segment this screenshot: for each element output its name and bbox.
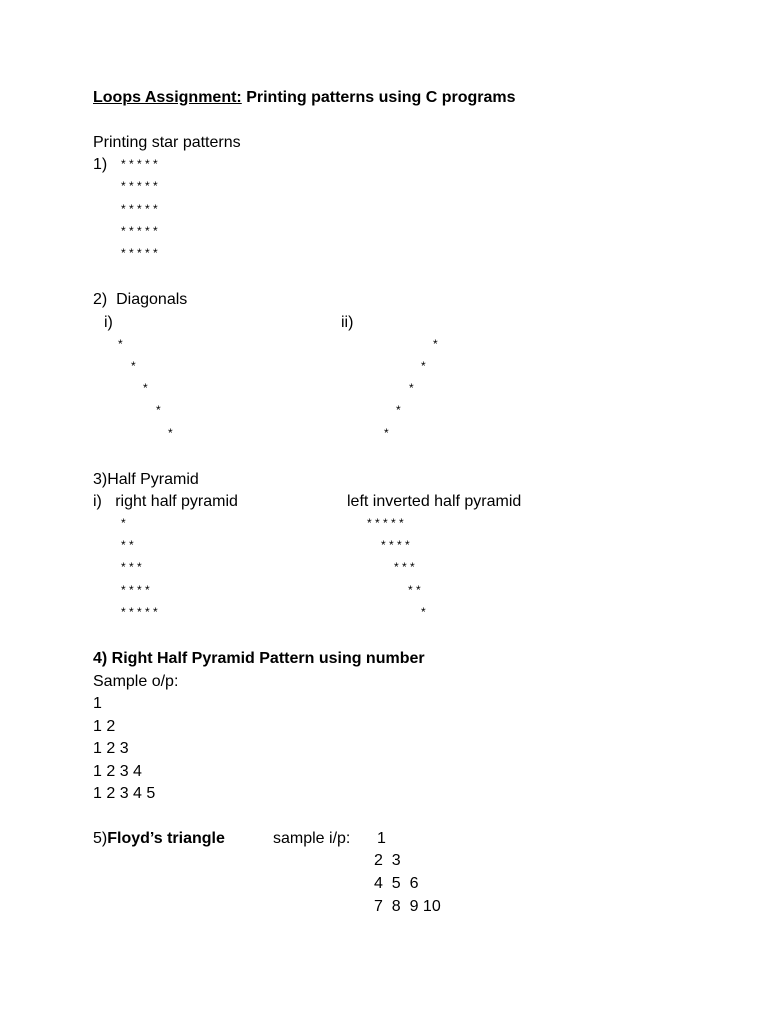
floyd-row-4: 7 8 9 10 <box>374 898 441 915</box>
right-pyramid-row-3: * * * <box>121 560 142 574</box>
left-pyramid-row-2: * * * * <box>381 538 410 552</box>
diagonal-i-star-5: * <box>168 426 173 440</box>
left-pyramid-row-5: * <box>421 605 426 619</box>
title-rest: Printing patterns using C programs <box>241 89 516 106</box>
section4-heading: 4) Right Half Pyramid Pattern using number <box>93 650 425 667</box>
diagonal-ii-star-4: * <box>396 403 401 417</box>
floyd-row-1: 1 <box>377 830 386 847</box>
section4-sample-label: Sample o/p: <box>93 673 179 690</box>
floyd-row-2: 2 3 <box>374 852 401 869</box>
diagonal-ii-star-2: * <box>421 359 426 373</box>
diagonal-i-star-2: * <box>131 359 136 373</box>
square-row-3: * * * * * <box>121 202 158 216</box>
section1-heading: Printing star patterns <box>93 134 241 151</box>
diagonal-ii-star-1: * <box>433 337 438 351</box>
section5-prefix: 5) <box>93 830 108 847</box>
right-pyramid-row-2: * * <box>121 538 134 552</box>
right-half-pyramid-label: i) right half pyramid <box>93 493 238 510</box>
left-pyramid-row-3: * * * <box>394 560 415 574</box>
section5-heading <box>93 829 225 849</box>
number-row-1: 1 <box>93 695 102 712</box>
number-row-4: 1 2 3 4 <box>93 763 142 780</box>
number-row-2: 1 2 <box>93 718 116 735</box>
section1-number: 1) <box>93 156 108 173</box>
right-pyramid-row-5: * * * * * <box>121 605 158 619</box>
diagonal-ii-label: ii) <box>341 314 354 331</box>
diagonal-ii-star-3: * <box>409 381 414 395</box>
diagonal-i-star-4: * <box>156 403 161 417</box>
section2-heading: 2) Diagonals <box>93 291 188 308</box>
diagonal-ii-star-5: * <box>384 426 389 440</box>
diagonal-i-star-3: * <box>143 381 148 395</box>
right-pyramid-row-1: * <box>121 516 126 530</box>
section3-heading: 3)Half Pyramid <box>93 471 199 488</box>
left-pyramid-row-4: * * <box>408 583 421 597</box>
number-row-5: 1 2 3 4 5 <box>93 785 156 802</box>
right-pyramid-row-4: * * * * <box>121 583 150 597</box>
diagonal-i-label: i) <box>104 314 113 331</box>
title-lead: Loops Assignment: <box>93 89 242 106</box>
left-inverted-pyramid-label: left inverted half pyramid <box>347 493 522 510</box>
section5-sample-label: sample i/p: <box>273 830 351 847</box>
square-row-2: * * * * * <box>121 179 158 193</box>
number-row-3: 1 2 3 <box>93 740 129 757</box>
section5-title: Floyd’s triangle <box>107 830 225 847</box>
left-pyramid-row-1: * * * * * <box>367 516 404 530</box>
square-row-5: * * * * * <box>121 246 158 260</box>
square-row-1: * * * * * <box>121 157 158 171</box>
page-title <box>93 88 516 108</box>
diagonal-i-star-1: * <box>118 337 123 351</box>
square-row-4: * * * * * <box>121 224 158 238</box>
floyd-row-3: 4 5 6 <box>374 875 419 892</box>
